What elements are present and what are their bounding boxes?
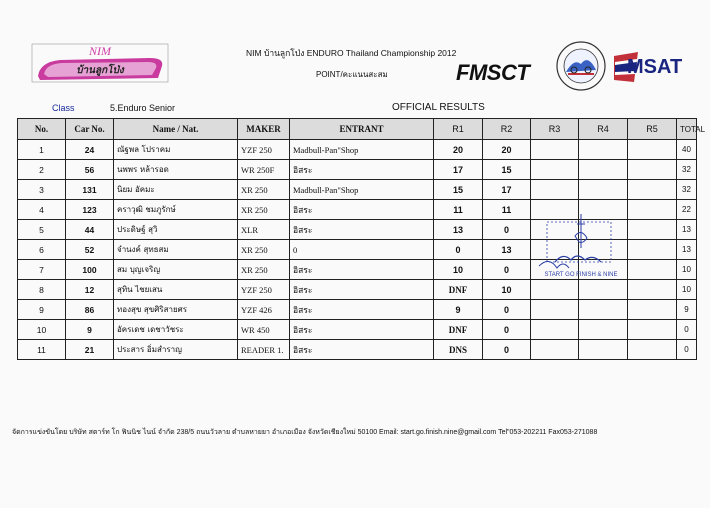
maker: XR 250 <box>238 200 290 220</box>
col-total: TOTAL <box>677 119 697 140</box>
result-r1: 11 <box>434 200 483 220</box>
row-number: 1 <box>18 140 66 160</box>
rider-name: อัครเดช เดชาวัชระ <box>114 320 238 340</box>
stamp-text: START GO FINISH & NINE <box>544 272 618 278</box>
entrant: Madbull-Pan"Shop <box>290 140 434 160</box>
maker: YZF 250 <box>238 140 290 160</box>
row-number: 6 <box>18 240 66 260</box>
car-number: 21 <box>66 340 114 360</box>
championship-title: NIM บ้านลูกโป่ง ENDURO Thailand Championship 2012 <box>246 48 457 58</box>
car-number: 56 <box>66 160 114 180</box>
maker: XR 250 <box>238 180 290 200</box>
result-r5 <box>628 300 677 320</box>
rider-name: สม บุญเจริญ <box>114 260 238 280</box>
maker: XR 250 <box>238 260 290 280</box>
row-number: 11 <box>18 340 66 360</box>
result-r1: 13 <box>434 220 483 240</box>
result-r2: 0 <box>483 220 531 240</box>
car-number: 131 <box>66 180 114 200</box>
logo-nim-text: NIM <box>89 44 111 58</box>
class-value: 5.Enduro Senior <box>110 103 176 113</box>
col-r5: R5 <box>628 119 677 140</box>
class-label: Class <box>52 103 75 113</box>
result-r2: 13 <box>483 240 531 260</box>
rider-name: คราวุฒิ ชมภูรักษ์ <box>114 200 238 220</box>
entrant: อิสระ <box>290 260 434 280</box>
total-points: 32 <box>677 160 697 180</box>
header-row <box>18 119 697 140</box>
result-r3 <box>531 320 579 340</box>
result-r5 <box>628 200 677 220</box>
result-r2: 11 <box>483 200 531 220</box>
result-r5 <box>628 160 677 180</box>
car-number: 86 <box>66 300 114 320</box>
maker: READER 1. <box>238 340 290 360</box>
table-row <box>18 160 697 180</box>
entrant: Madbull-Pan"Shop <box>290 180 434 200</box>
result-r5 <box>628 340 677 360</box>
table-row <box>18 340 697 360</box>
total-points: 0 <box>677 320 697 340</box>
result-r2: 0 <box>483 320 531 340</box>
entrant: อิสระ <box>290 220 434 240</box>
col-r3: R3 <box>531 119 579 140</box>
total-points: 22 <box>677 200 697 220</box>
car-number: 12 <box>66 280 114 300</box>
total-points: 10 <box>677 280 697 300</box>
result-r5 <box>628 260 677 280</box>
row-number: 9 <box>18 300 66 320</box>
logo-thai-text: บ้านลูกโป่ง <box>76 65 124 76</box>
car-number: 24 <box>66 140 114 160</box>
entrant: อิสระ <box>290 160 434 180</box>
result-r3 <box>531 340 579 360</box>
entrant: อิสระ <box>290 340 434 360</box>
result-r5 <box>628 140 677 160</box>
rider-name: สุทิน ไชยเสน <box>114 280 238 300</box>
result-r1: DNS <box>434 340 483 360</box>
col-maker: MAKER <box>238 119 290 140</box>
result-r2: 17 <box>483 180 531 200</box>
table-row <box>18 320 697 340</box>
entrant: อิสระ <box>290 200 434 220</box>
organizer-footer: จัดการแข่งขันโดย บริษัท สตาร์ท โก ฟินนิช ไนน์ จำกัด 238/5 ถนนวัวลาย ตำบลหายยา อำเภอเมือง จังหวัดเชียงใหม่ 50100 Email: start.go.finish.nine@gmail.com Tel"053-202211 Fax053-271088 <box>12 429 598 436</box>
table-row <box>18 180 697 200</box>
row-number: 3 <box>18 180 66 200</box>
maker: YZF 250 <box>238 280 290 300</box>
result-r1: 10 <box>434 260 483 280</box>
entrant: อิสระ <box>290 280 434 300</box>
result-r2: 20 <box>483 140 531 160</box>
total-points: 13 <box>677 240 697 260</box>
car-number: 52 <box>66 240 114 260</box>
row-number: 2 <box>18 160 66 180</box>
points-subtitle: POINT/คะแนนสะสม <box>316 70 388 79</box>
total-points: 40 <box>677 140 697 160</box>
rider-name: ทองสุข สุขศิริสายศร <box>114 300 238 320</box>
maker: XR 250 <box>238 240 290 260</box>
rider-name: ประสาร อิ่มสำราญ <box>114 340 238 360</box>
entrant: อิสระ <box>290 300 434 320</box>
result-r5 <box>628 180 677 200</box>
rider-name: ณัฐพล โปราคม <box>114 140 238 160</box>
result-r4 <box>579 180 628 200</box>
car-number: 123 <box>66 200 114 220</box>
official-stamp <box>533 208 621 290</box>
col-car-no: Car No. <box>66 119 114 140</box>
official-results-heading: OFFICIAL RESULTS <box>392 102 485 113</box>
result-r3 <box>531 180 579 200</box>
result-r5 <box>628 220 677 240</box>
result-r5 <box>628 240 677 260</box>
result-r2: 0 <box>483 260 531 280</box>
result-r4 <box>579 340 628 360</box>
total-points: 32 <box>677 180 697 200</box>
col-r4: R4 <box>579 119 628 140</box>
result-r3 <box>531 300 579 320</box>
rider-name: จำนงค์ สุทธสม <box>114 240 238 260</box>
maker: YZF 426 <box>238 300 290 320</box>
car-number: 100 <box>66 260 114 280</box>
result-r5 <box>628 280 677 300</box>
col-r1: R1 <box>434 119 483 140</box>
rider-name: ประดิษฐ์ สุวิ <box>114 220 238 240</box>
total-points: 9 <box>677 300 697 320</box>
table-row <box>18 140 697 160</box>
row-number: 4 <box>18 200 66 220</box>
col-entrant: ENTRANT <box>290 119 434 140</box>
result-r1: 17 <box>434 160 483 180</box>
rider-name: นิยม อัคมะ <box>114 180 238 200</box>
fmsct-logo: FMSCT <box>456 60 530 85</box>
result-r5 <box>628 320 677 340</box>
col-no: No. <box>18 119 66 140</box>
nim-logo <box>30 42 170 84</box>
enduro-club-logo <box>552 40 610 94</box>
col-r2: R2 <box>483 119 531 140</box>
col-name: Name / Nat. <box>114 119 238 140</box>
result-r1: 0 <box>434 240 483 260</box>
result-r2: 10 <box>483 280 531 300</box>
result-r4 <box>579 320 628 340</box>
car-number: 9 <box>66 320 114 340</box>
result-r1: 9 <box>434 300 483 320</box>
result-r1: 20 <box>434 140 483 160</box>
result-r2: 0 <box>483 300 531 320</box>
total-points: 13 <box>677 220 697 240</box>
result-r3 <box>531 140 579 160</box>
rider-name: นพพร หล้ารอด <box>114 160 238 180</box>
entrant: อิสระ <box>290 320 434 340</box>
result-r1: DNF <box>434 280 483 300</box>
msat-logo: MSAT <box>627 56 683 78</box>
row-number: 8 <box>18 280 66 300</box>
maker: WR 450 <box>238 320 290 340</box>
row-number: 5 <box>18 220 66 240</box>
result-r3 <box>531 160 579 180</box>
result-r1: DNF <box>434 320 483 340</box>
result-r2: 15 <box>483 160 531 180</box>
maker: XLR <box>238 220 290 240</box>
maker: WR 250F <box>238 160 290 180</box>
row-number: 10 <box>18 320 66 340</box>
row-number: 7 <box>18 260 66 280</box>
entrant: 0 <box>290 240 434 260</box>
result-r4 <box>579 140 628 160</box>
total-points: 10 <box>677 260 697 280</box>
car-number: 44 <box>66 220 114 240</box>
result-r1: 15 <box>434 180 483 200</box>
total-points: 0 <box>677 340 697 360</box>
table-row <box>18 300 697 320</box>
result-r4 <box>579 160 628 180</box>
result-r2: 0 <box>483 340 531 360</box>
result-r4 <box>579 300 628 320</box>
